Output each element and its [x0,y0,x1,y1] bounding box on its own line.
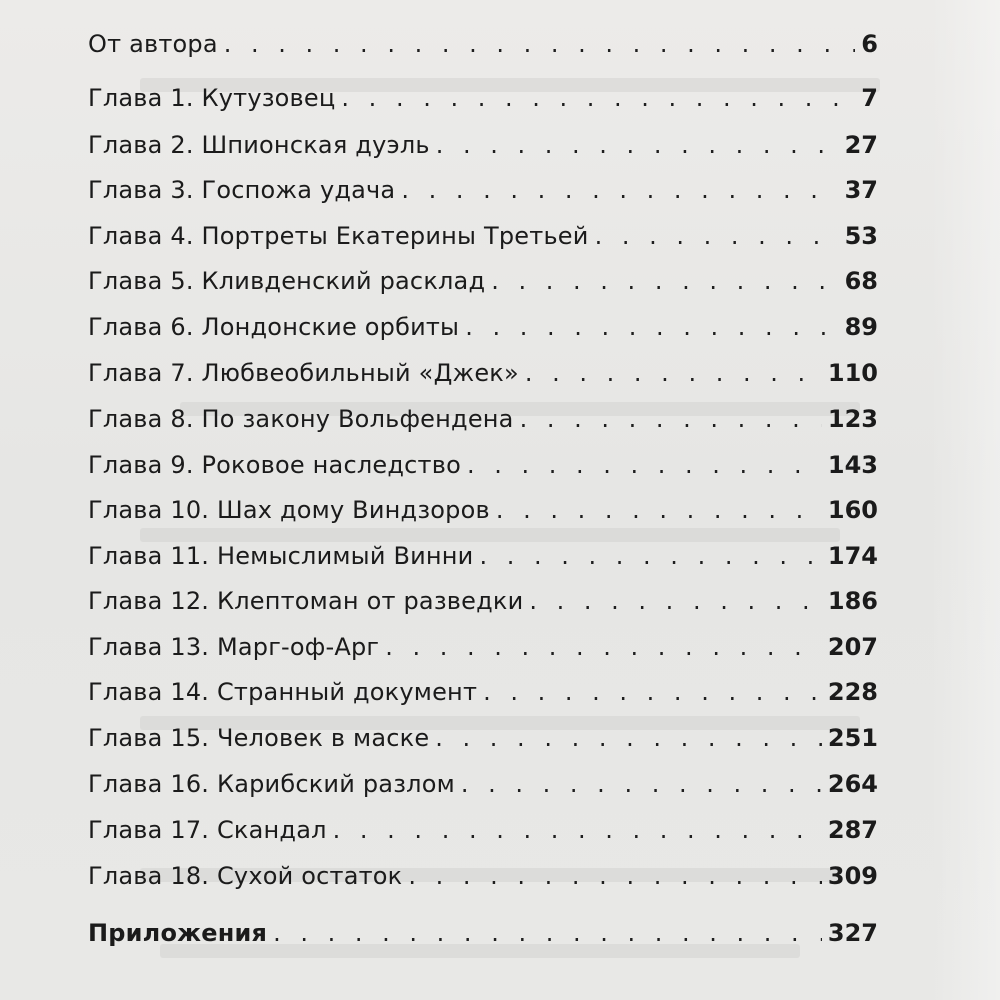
dot-leader [435,716,822,760]
toc-entry[interactable] [88,911,878,955]
toc-entry[interactable] [88,443,878,487]
toc-entry-title: Приложения [88,919,268,947]
dot-leader [529,579,822,623]
toc-entry-title: Глава 16. Карибский разлом [88,770,455,798]
toc-entry-title: Глава 18. Сухой остаток [88,862,403,890]
toc-entry-page: 251 [827,724,878,752]
toc-entry-title: Глава 7. Любвеобильный «Джек» [88,359,519,387]
toc-entry-page: 68 [844,267,878,295]
dot-leader [480,534,822,578]
toc-entry-page: 7 [861,84,878,112]
toc-entry-page: 89 [844,313,878,341]
dot-leader [408,854,822,898]
toc-entry[interactable] [88,670,878,714]
toc-entry[interactable] [88,76,878,120]
toc-entry-page: 264 [827,770,878,798]
toc-entry[interactable] [88,625,878,669]
toc-entry-page: 53 [844,222,878,250]
toc-entry-title: Глава 8. По закону Вольфендена [88,405,514,433]
toc-entry-page: 327 [827,919,878,947]
toc-entry-title: Глава 17. Скандал [88,816,327,844]
toc-entry-title: Глава 3. Госпожа удача [88,176,396,204]
toc-entry-title: Глава 6. Лондонские орбиты [88,313,460,341]
toc-entry-title: Глава 15. Человек в маске [88,724,430,752]
toc-entry-title: Глава 5. Кливденский расклад [88,267,486,295]
dot-leader [483,670,822,714]
toc-entry[interactable] [88,534,878,578]
toc-entry[interactable] [88,488,878,532]
dot-leader [461,762,822,806]
toc-entry-page: 143 [827,451,878,479]
toc-entry-page: 228 [827,678,878,706]
toc-entry[interactable] [88,123,878,167]
toc-entry-page: 207 [827,633,878,661]
dot-leader [491,259,838,303]
dot-leader [595,214,839,258]
toc-entry[interactable] [88,762,878,806]
dot-leader [520,397,822,441]
toc-entry-title: Глава 1. Кутузовец [88,84,336,112]
toc-entry[interactable] [88,305,878,349]
toc-entry-page: 160 [827,496,878,524]
toc-entry-page: 123 [827,405,878,433]
dot-leader [224,22,856,66]
toc-entry[interactable] [88,808,878,852]
toc-entry[interactable] [88,168,878,212]
toc-entry[interactable] [88,22,878,66]
toc-entry-title: Глава 12. Клептоман от разведки [88,587,524,615]
toc-entry-title: Глава 14. Странный документ [88,678,478,706]
toc-entry[interactable] [88,259,878,303]
toc-entry-page: 110 [827,359,878,387]
toc-entry-title: Глава 11. Немыслимый Винни [88,542,474,570]
dot-leader [525,351,822,395]
dot-leader [273,911,822,955]
dot-leader [333,808,822,852]
toc-entry-title: Глава 9. Роковое наследство [88,451,461,479]
toc-entry-page: 27 [844,131,878,159]
page-edge-shading [930,0,1000,1000]
toc-entry-page: 37 [844,176,878,204]
dot-leader [401,168,838,212]
toc-entry-title: Глава 10. Шах дому Виндзоров [88,496,490,524]
toc-entry-title: Глава 13. Марг-оф-Арг [88,633,380,661]
dot-leader [496,488,822,532]
toc-entry-page: 186 [827,587,878,615]
dot-leader [436,123,839,167]
toc-entry-title: Глава 4. Портреты Екатерины Третьей [88,222,589,250]
toc-entry[interactable] [88,854,878,898]
toc-entry-page: 174 [827,542,878,570]
toc-entry[interactable] [88,397,878,441]
toc-entry-page: 6 [861,30,878,58]
toc-entry[interactable] [88,579,878,623]
dot-leader [465,305,838,349]
toc-entry[interactable] [88,716,878,760]
toc-entry[interactable] [88,214,878,258]
dot-leader [385,625,822,669]
toc-entry-title: Глава 2. Шпионская дуэль [88,131,430,159]
dot-leader [467,443,822,487]
toc-entry[interactable] [88,351,878,395]
toc-entry-page: 309 [827,862,878,890]
dot-leader [341,76,855,120]
toc-entry-title: От автора [88,30,218,58]
toc-entry-page: 287 [827,816,878,844]
